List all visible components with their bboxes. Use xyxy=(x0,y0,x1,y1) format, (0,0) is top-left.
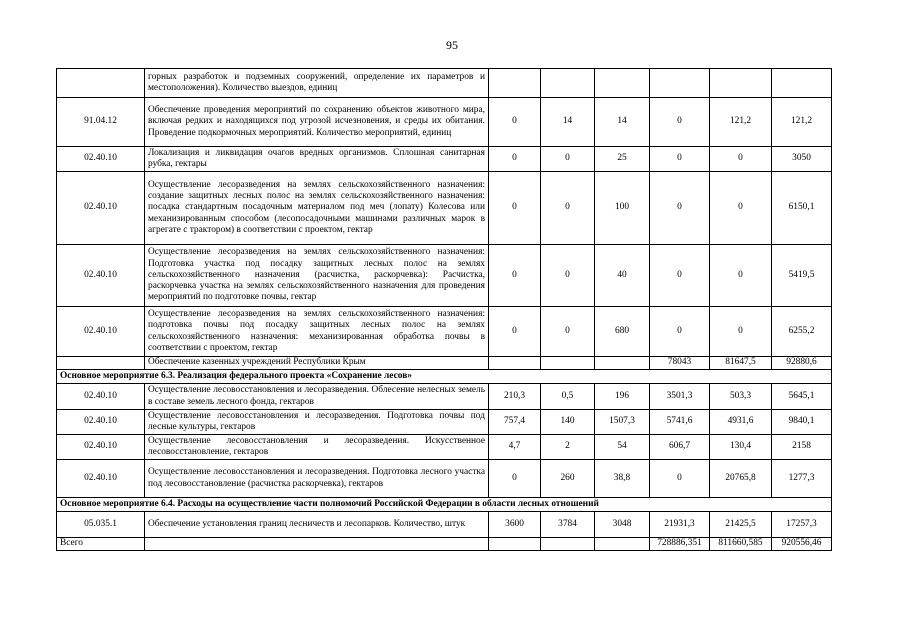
value-cell: 3048 xyxy=(595,512,650,538)
section-heading: Основное мероприятие 6.3. Реализация федерального проекта «Сохранение лесов» xyxy=(57,370,832,384)
total-label: Всего xyxy=(57,538,145,551)
value-cell: 6255,2 xyxy=(772,307,832,357)
value-cell: 5645,1 xyxy=(772,384,832,410)
value-cell: 0 xyxy=(710,307,772,357)
value-cell: 140 xyxy=(541,410,595,435)
value-cell: 121,2 xyxy=(710,98,772,147)
value-cell: 100 xyxy=(595,172,650,245)
total-value: 728886,351 xyxy=(650,538,710,551)
table-row xyxy=(57,245,832,307)
value-cell: 121,2 xyxy=(772,98,832,147)
table-row xyxy=(57,357,832,370)
row-code: 02.40.10 xyxy=(57,245,145,307)
table-row xyxy=(57,172,832,245)
value-cell: 0 xyxy=(541,172,595,245)
value-cell: 0 xyxy=(650,460,710,498)
table-row xyxy=(57,69,832,98)
value-cell: 503,3 xyxy=(710,384,772,410)
value-cell xyxy=(541,357,595,370)
value-cell: 0 xyxy=(541,147,595,172)
value-cell: 92880,6 xyxy=(772,357,832,370)
value-cell: 78043 xyxy=(650,357,710,370)
value-cell: 14 xyxy=(595,98,650,147)
value-cell: 0 xyxy=(710,245,772,307)
value-cell: 9840,1 xyxy=(772,410,832,435)
value-cell: 0 xyxy=(489,172,541,245)
value-cell: 260 xyxy=(541,460,595,498)
value-cell xyxy=(489,69,541,98)
value-cell xyxy=(772,69,832,98)
value-cell: 17257,3 xyxy=(772,512,832,538)
value-cell: 0 xyxy=(489,98,541,147)
row-description: Обеспечение казенных учреждений Республики Крым xyxy=(145,357,489,370)
row-code: 02.40.10 xyxy=(57,384,145,410)
row-description: Осуществление лесовосстановления и лесоразведения. Искусственное лесовосстановление, гектаров xyxy=(145,435,489,460)
value-cell: 4,7 xyxy=(489,435,541,460)
table-row xyxy=(57,435,832,460)
row-description: Осуществление лесоразведения на землях сельскохозяйственного назначения: Подготовка участка под посадку защитных лесных полос на землях сельскохозяйственного назначения (расчистка, раскорчевка): Расчистка, раскорчевка участка на землях сельскохозяйственного назначения для проведения мероприятий по подготовке почвы, гектар xyxy=(145,245,489,307)
value-cell xyxy=(541,69,595,98)
table-row xyxy=(57,460,832,498)
value-cell: 606,7 xyxy=(650,435,710,460)
row-code: 05.035.1 xyxy=(57,512,145,538)
value-cell xyxy=(650,69,710,98)
row-code: 02.40.10 xyxy=(57,307,145,357)
value-cell xyxy=(489,357,541,370)
value-cell: 5419,5 xyxy=(772,245,832,307)
value-cell: 0 xyxy=(650,307,710,357)
row-description: Локализация и ликвидация очагов вредных организмов. Сплошная санитарная рубка, гектары xyxy=(145,147,489,172)
program-measures-table xyxy=(56,68,832,551)
row-code: 02.40.10 xyxy=(57,435,145,460)
value-cell: 5741,6 xyxy=(650,410,710,435)
value-cell: 81647,5 xyxy=(710,357,772,370)
total-value: 811660,585 xyxy=(710,538,772,551)
value-cell: 20765,8 xyxy=(710,460,772,498)
total-value xyxy=(541,538,595,551)
row-code: 02.40.10 xyxy=(57,410,145,435)
value-cell: 0 xyxy=(489,245,541,307)
row-code: 91.04.12 xyxy=(57,98,145,147)
row-description: горных разработок и подземных сооружений, определение их параметров и местоположения). Количество выездов, единиц xyxy=(145,69,489,98)
value-cell: 0 xyxy=(650,147,710,172)
value-cell: 0 xyxy=(650,98,710,147)
row-description: Обеспечение установления границ лесничеств и лесопарков. Количество, штук xyxy=(145,512,489,538)
value-cell: 3501,3 xyxy=(650,384,710,410)
value-cell: 0 xyxy=(541,245,595,307)
value-cell: 0 xyxy=(650,245,710,307)
value-cell: 38,8 xyxy=(595,460,650,498)
value-cell: 130,4 xyxy=(710,435,772,460)
value-cell: 54 xyxy=(595,435,650,460)
value-cell: 680 xyxy=(595,307,650,357)
value-cell: 0 xyxy=(710,172,772,245)
value-cell: 14 xyxy=(541,98,595,147)
row-code xyxy=(57,357,145,370)
value-cell xyxy=(710,69,772,98)
table-row xyxy=(57,147,832,172)
total-value: 920556,46 xyxy=(772,538,832,551)
value-cell: 3600 xyxy=(489,512,541,538)
table-row xyxy=(57,98,832,147)
value-cell: 0 xyxy=(489,307,541,357)
value-cell: 3050 xyxy=(772,147,832,172)
value-cell: 21931,3 xyxy=(650,512,710,538)
value-cell: 0 xyxy=(710,147,772,172)
value-cell: 1277,3 xyxy=(772,460,832,498)
total-value xyxy=(595,538,650,551)
section-heading-row xyxy=(57,370,832,384)
value-cell: 2 xyxy=(541,435,595,460)
table-row xyxy=(57,512,832,538)
section-heading-row xyxy=(57,498,832,512)
total-value xyxy=(489,538,541,551)
value-cell: 0 xyxy=(541,307,595,357)
value-cell xyxy=(595,357,650,370)
value-cell: 40 xyxy=(595,245,650,307)
value-cell: 1507,3 xyxy=(595,410,650,435)
table-row xyxy=(57,384,832,410)
value-cell: 21425,5 xyxy=(710,512,772,538)
row-code: 02.40.10 xyxy=(57,147,145,172)
row-code: 02.40.10 xyxy=(57,172,145,245)
row-code xyxy=(57,69,145,98)
row-description: Осуществление лесовосстановления и лесоразведения. Облесение нелесных земель в составе земель лесного фонда, гектаров xyxy=(145,384,489,410)
table-row xyxy=(57,307,832,357)
total-row xyxy=(57,538,832,551)
value-cell: 757,4 xyxy=(489,410,541,435)
page-number: 95 xyxy=(446,38,458,52)
row-description: Осуществление лесоразведения на землях сельскохозяйственного назначения: создание защитных лесных полос на землях сельскохозяйственного назначения: посадка стандартным посадочным материалом под меч (лопату) Колесова или механизированным способом (лесопосадочными машинами различных марок в агрегате с трактором) в соответствии с проектом, гектар xyxy=(145,172,489,245)
section-heading: Основное мероприятие 6.4. Расходы на осуществление части полномочий Российской Федерации в области лесных отношений xyxy=(57,498,832,512)
value-cell: 25 xyxy=(595,147,650,172)
value-cell xyxy=(595,69,650,98)
value-cell: 0 xyxy=(489,460,541,498)
row-description: Осуществление лесоразведения на землях сельскохозяйственного назначения: подготовка почвы под посадку защитных лесных полос на землях сельскохозяйственного назначения: механизированная обработка почвы в соответствии с проектом, гектар xyxy=(145,307,489,357)
value-cell: 2158 xyxy=(772,435,832,460)
row-description: Обеспечение проведения мероприятий по сохранению объектов животного мира, включая редких и находящихся под угрозой исчезновения, и среды их обитания. Проведение подкормочных мероприятий. Количество мероприятий, единиц xyxy=(145,98,489,147)
value-cell: 0,5 xyxy=(541,384,595,410)
value-cell: 196 xyxy=(595,384,650,410)
value-cell: 210,3 xyxy=(489,384,541,410)
value-cell: 0 xyxy=(489,147,541,172)
table-row xyxy=(57,410,832,435)
value-cell: 4931,6 xyxy=(710,410,772,435)
value-cell: 0 xyxy=(650,172,710,245)
row-code: 02.40.10 xyxy=(57,460,145,498)
total-description xyxy=(145,538,489,551)
value-cell: 3784 xyxy=(541,512,595,538)
value-cell: 6150,1 xyxy=(772,172,832,245)
row-description: Осуществление лесовосстановления и лесоразведения. Подготовка лесного участка под лесовосстановление (расчистка раскорчевка), гектаров xyxy=(145,460,489,498)
row-description: Осуществление лесовосстановления и лесоразведения. Подготовка почвы под лесные культуры, гектаров xyxy=(145,410,489,435)
